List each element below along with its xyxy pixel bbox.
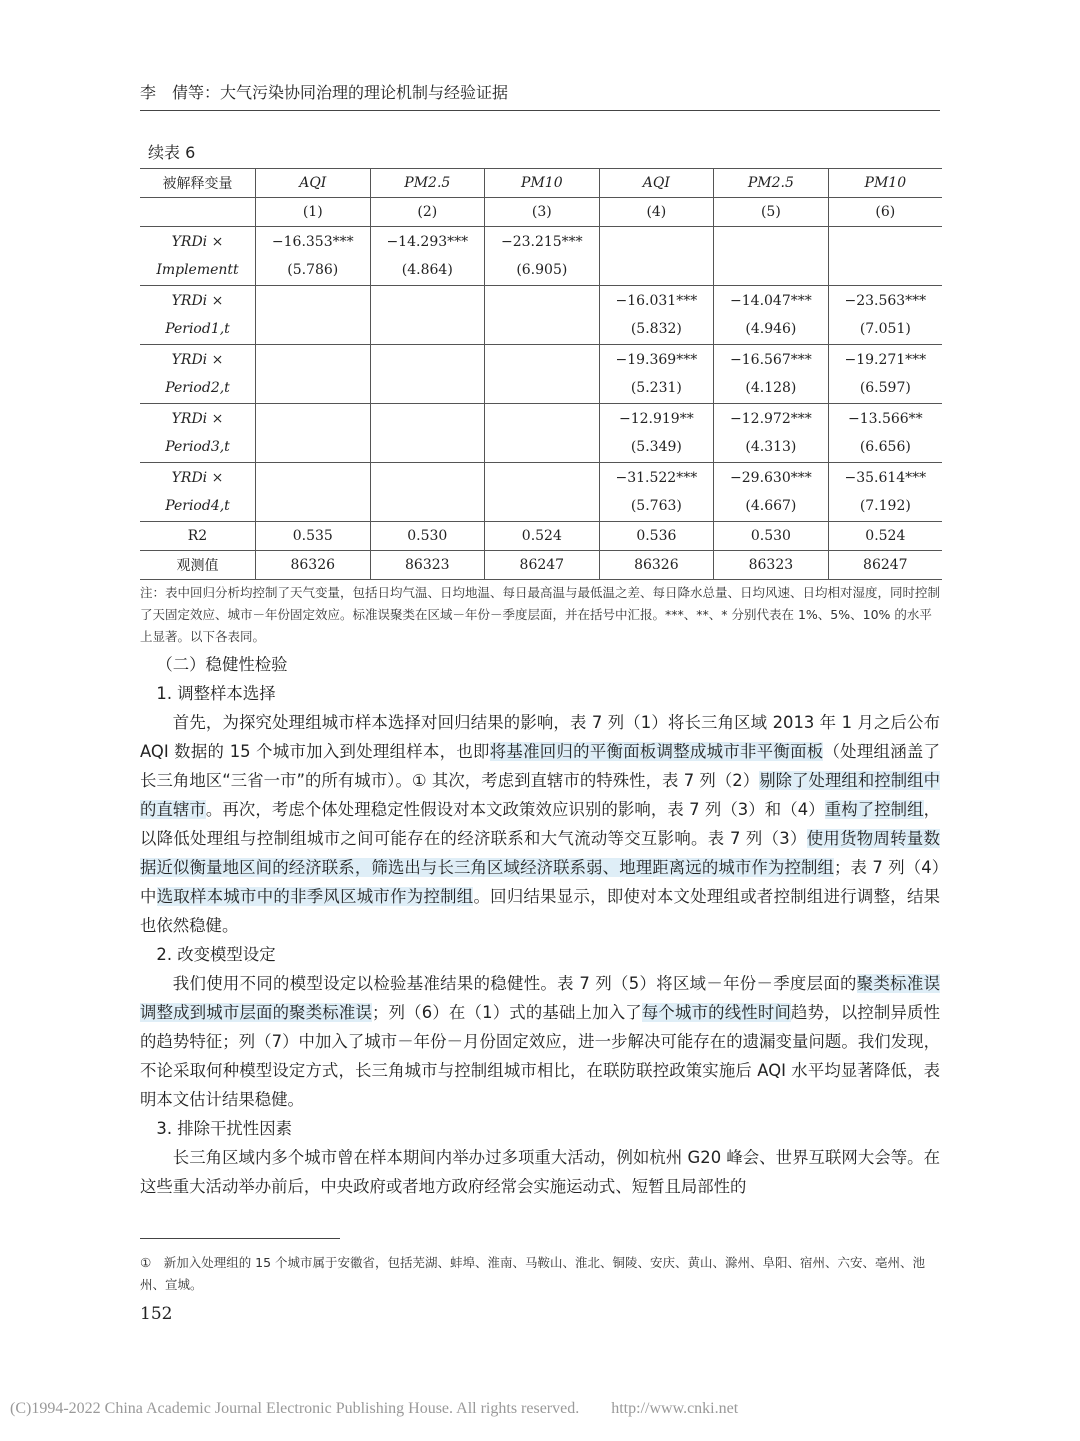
variable-name-line: YRDi × — [171, 470, 224, 486]
coefficient-cell — [485, 463, 600, 522]
coefficient-cell — [828, 463, 942, 522]
text-span: 首先，为探究处理组城市样本选择对回归结果的影响，表 7 列（1）将长三角区域 2013 年 1 月之后公布 AQI 数据的 15 个城市加入到处理组样本，也即 — [140, 713, 940, 761]
empty-cell — [140, 198, 256, 227]
variable-name — [140, 286, 256, 345]
footnote: ① 新加入处理组的 15 个城市属于安徽省，包括芜湖、蚌埠、淮南、马鞍山、淮北、铜陵、安庆、黄山、滁州、阜阳、宿州、六安、亳州、池州、宣城。 — [140, 1255, 926, 1292]
coefficient-value: −19.369*** — [615, 352, 698, 368]
coefficient-cell — [599, 345, 714, 404]
highlighted-text[interactable]: 每个城市的线性时间 — [641, 1003, 792, 1022]
section-heading: （二）稳健性检验 — [156, 655, 288, 674]
observations-label: 观测值 — [140, 551, 256, 580]
text-span: 我们使用不同的模型设定以检验基准结果的稳健性。表 7 列（5）将区域－年份－季度层面的 — [172, 974, 857, 993]
standard-error: (7.192) — [859, 498, 911, 514]
highlighted-text[interactable]: 将基准回归的平衡面板调整成城市非平衡面板 — [489, 742, 824, 761]
coefficient-value: −23.563*** — [844, 293, 927, 309]
column-number: (1) — [256, 198, 371, 227]
text-span: 。再次，考虑个体处理稳定性假设对本文政策效应识别的影响，表 7 列（3）和（4） — [205, 800, 825, 819]
standard-error: (5.786) — [287, 262, 339, 278]
coefficient-cell — [256, 463, 371, 522]
coefficient-value: −13.566** — [847, 411, 923, 427]
coefficient-cell — [714, 404, 829, 463]
observations-value: 86323 — [370, 551, 485, 580]
coefficient-cell — [370, 286, 485, 345]
standard-error: (4.946) — [745, 321, 797, 337]
r-squared-value: 0.524 — [485, 522, 600, 551]
coefficient-value: −14.293*** — [386, 234, 469, 250]
observations-row — [140, 551, 942, 580]
paragraph — [140, 969, 940, 1114]
r-squared-label: R2 — [140, 522, 256, 551]
variable-name — [140, 227, 256, 286]
footnote-divider — [140, 1238, 340, 1239]
text-span: 趋势，以控制异质性的趋势特征；列（7）中加入了城市－年份－月份固定效应，进一步解决可能存在的遗漏变量问题。我们发现，不论采取何种模型设定方式，长三角城市与控制组城市相比，在联防联控政策实施后 AQI 水平均显著降低，表明本文估计结果稳健。 — [140, 1003, 941, 1109]
standard-error: (6.656) — [859, 439, 911, 455]
dep-var-header: PM10 — [828, 169, 942, 198]
text-span: （处理组涵盖了长三角地区“三省一市”的所有城市）。① 其次，考虑到直辖市的特殊性，表 7 列（2） — [140, 742, 940, 790]
column-number: (3) — [485, 198, 600, 227]
dep-var-header: PM10 — [485, 169, 600, 198]
highlighted-text[interactable]: 剔除了处理组和控制组中的直辖市 — [140, 771, 940, 819]
standard-error: (5.832) — [630, 321, 682, 337]
column-number: (6) — [828, 198, 942, 227]
variable-name-line: YRDi × — [171, 352, 224, 368]
coefficient-rows — [140, 227, 942, 522]
table-header-row — [140, 169, 942, 198]
coefficient-cell — [714, 463, 829, 522]
coefficient-row — [140, 404, 942, 463]
dep-var-header: PM2.5 — [370, 169, 485, 198]
coefficient-cell — [485, 345, 600, 404]
coefficient-value: −16.353*** — [271, 234, 354, 250]
standard-error: (5.231) — [630, 380, 682, 396]
coefficient-value: −16.031*** — [615, 293, 698, 309]
page-number: 152 — [140, 1304, 173, 1324]
regression-table — [140, 168, 942, 580]
text-span: 。回归结果显示，即使对本文处理组或者控制组进行调整，结果也依然稳健。 — [140, 887, 941, 935]
standard-error: (4.667) — [745, 498, 797, 514]
standard-error: (7.051) — [859, 321, 911, 337]
coefficient-cell — [828, 227, 942, 286]
text-span: ，以降低处理组与控制组城市之间可能存在的经济联系和大气流动等交互影响。表 7 列（3） — [140, 800, 941, 848]
highlighted-text[interactable]: 重构了控制组 — [824, 800, 924, 819]
coefficient-cell — [714, 227, 829, 286]
coefficient-cell — [370, 463, 485, 522]
observations-value: 86326 — [599, 551, 714, 580]
column-number: (5) — [714, 198, 829, 227]
text-span: ；表 7 列（4）中 — [140, 858, 940, 906]
observations-value: 86323 — [714, 551, 829, 580]
coefficient-cell — [714, 345, 829, 404]
subsection-heading: 3. 排除干扰性因素 — [156, 1119, 292, 1138]
column-number-row — [140, 198, 942, 227]
variable-name-line: Period2,t — [165, 380, 230, 396]
coefficient-row — [140, 463, 942, 522]
coefficient-row — [140, 286, 942, 345]
coefficient-value: −12.972*** — [730, 411, 812, 427]
coefficient-cell — [256, 286, 371, 345]
coefficient-cell — [599, 404, 714, 463]
paragraph: 长三角区域内多个城市曾在样本期间内举办过多项重大活动，例如杭州 G20 峰会、世界互联网大会等。在这些重大活动举办前后，中央政府或者地方政府经常会实施运动式、短暂且局部性的 — [140, 1148, 940, 1196]
dep-var-label: 被解释变量 — [140, 169, 256, 198]
r-squared-value: 0.524 — [828, 522, 942, 551]
coefficient-cell — [485, 286, 600, 345]
standard-error: (6.597) — [859, 380, 911, 396]
coefficient-value: −31.522*** — [615, 470, 698, 486]
coefficient-row — [140, 345, 942, 404]
section-body — [140, 650, 940, 1201]
coefficient-cell — [370, 404, 485, 463]
table-note: 注：表中回归分析均控制了天气变量，包括日均气温、日均地温、每日最高温与最低温之差、每日降水总量、日均风速、日均相对湿度，同时控制了天固定效应、城市－年份固定效应。标准误聚类在区域－年份－季度层面，并在括号中汇报。***、**、* 分别代表在 1%、5%、10% 的水平上显著。以下各表同。 — [140, 585, 941, 644]
highlighted-text[interactable]: 选取样本城市中的非季风区城市作为控制组 — [156, 887, 474, 906]
coefficient-cell — [370, 227, 485, 286]
coefficient-cell — [828, 345, 942, 404]
copyright-watermark: (C)1994-2022 China Academic Journal Electronic Publishing House. All rights reserved. http://www.cnki.net — [10, 1400, 739, 1417]
standard-error: (5.349) — [630, 439, 682, 455]
subsection-heading: 1. 调整样本选择 — [156, 684, 276, 703]
paragraph — [140, 708, 940, 940]
coefficient-value: −12.919** — [619, 411, 694, 427]
coefficient-value: −35.614*** — [844, 470, 927, 486]
dep-var-header: AQI — [256, 169, 371, 198]
variable-name — [140, 404, 256, 463]
observations-value: 86326 — [256, 551, 371, 580]
standard-error: (4.313) — [745, 439, 797, 455]
coefficient-cell — [599, 227, 714, 286]
r-squared-value: 0.535 — [256, 522, 371, 551]
running-header: 李 倩等：大气污染协同治理的理论机制与经验证据 — [140, 83, 509, 102]
standard-error: (6.905) — [516, 262, 568, 278]
coefficient-value: −29.630*** — [730, 470, 812, 486]
variable-name-line: YRDi × — [171, 293, 224, 309]
r-squared-value: 0.530 — [714, 522, 829, 551]
dep-var-header: PM2.5 — [714, 169, 829, 198]
highlighted-text[interactable]: 使用货物周转量数据近似衡量地区间的经济联系，筛选出与长三角区域经济联系弱、地理距离远的城市作为控制组 — [140, 829, 940, 877]
variable-name-line: Implementt — [156, 262, 239, 278]
standard-error: (5.763) — [630, 498, 682, 514]
r-squared-value: 0.530 — [370, 522, 485, 551]
coefficient-cell — [256, 345, 371, 404]
observations-value: 86247 — [828, 551, 942, 580]
observations-value: 86247 — [485, 551, 600, 580]
coefficient-value: −23.215*** — [500, 234, 583, 250]
coefficient-row — [140, 227, 942, 286]
coefficient-cell — [485, 404, 600, 463]
text-span: ；列（6）在（1）式的基础上加入了 — [372, 1003, 642, 1022]
dep-var-header: AQI — [599, 169, 714, 198]
r-squared-row — [140, 522, 942, 551]
coefficient-cell — [599, 286, 714, 345]
column-number: (4) — [599, 198, 714, 227]
coefficient-cell — [828, 404, 942, 463]
coefficient-value: −19.271*** — [844, 352, 927, 368]
variable-name-line: Period1,t — [165, 321, 230, 337]
coefficient-cell — [485, 227, 600, 286]
standard-error: (4.864) — [401, 262, 453, 278]
coefficient-value: −16.567*** — [730, 352, 812, 368]
standard-error: (4.128) — [745, 380, 797, 396]
coefficient-cell — [599, 463, 714, 522]
subsection-heading: 2. 改变模型设定 — [156, 945, 276, 964]
variable-name-line: YRDi × — [171, 234, 224, 250]
variable-name — [140, 345, 256, 404]
coefficient-cell — [370, 345, 485, 404]
table-caption: 续表 6 — [148, 143, 196, 162]
coefficient-cell — [828, 286, 942, 345]
variable-name — [140, 463, 256, 522]
variable-name-line: YRDi × — [171, 411, 224, 427]
variable-name-line: Period4,t — [165, 498, 230, 514]
coefficient-value: −14.047*** — [730, 293, 812, 309]
coefficient-cell — [256, 404, 371, 463]
coefficient-cell — [256, 227, 371, 286]
r-squared-value: 0.536 — [599, 522, 714, 551]
highlighted-text[interactable]: 聚类标准误调整成到城市层面的聚类标准误 — [140, 974, 940, 1022]
coefficient-cell — [714, 286, 829, 345]
header-divider — [140, 110, 940, 111]
variable-name-line: Period3,t — [165, 439, 230, 455]
column-number: (2) — [370, 198, 485, 227]
